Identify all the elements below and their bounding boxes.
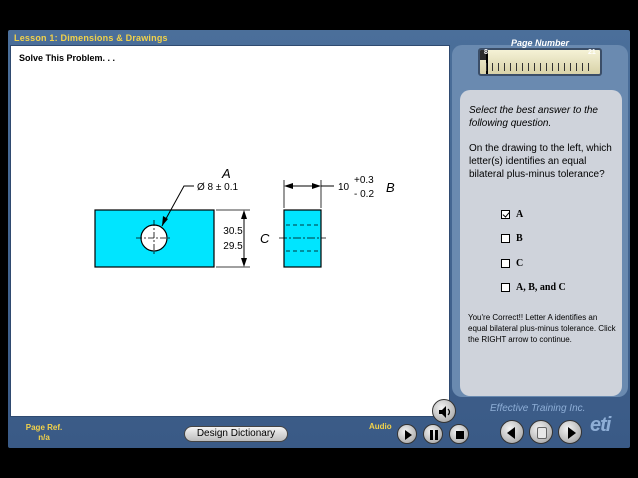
option-all[interactable] <box>501 282 566 293</box>
width-nominal: 10 <box>338 182 350 193</box>
height-arrow-top <box>241 210 247 219</box>
design-dictionary-button[interactable]: Design Dictionary <box>184 426 288 442</box>
audio-play-button[interactable] <box>397 424 417 444</box>
page-ref-value: n/a <box>38 433 50 442</box>
gauge-min-label: 8 <box>484 49 488 56</box>
previous-page-button[interactable] <box>500 420 524 444</box>
arrow-right-icon <box>568 427 576 439</box>
option-c-checkbox[interactable] <box>501 259 510 268</box>
menu-button[interactable] <box>529 420 553 444</box>
width-tol-minus: - 0.2 <box>354 189 375 200</box>
audio-pause-button[interactable] <box>423 424 443 444</box>
next-page-button[interactable] <box>558 420 582 444</box>
page-ref-label: Page Ref. <box>25 423 63 432</box>
arrow-left-icon <box>507 427 515 439</box>
option-all-checkbox[interactable] <box>501 283 510 292</box>
question-box <box>460 90 622 396</box>
problem-heading: Solve This Problem. . . <box>19 53 116 63</box>
width-arrow-right <box>312 183 321 189</box>
menu-icon <box>537 427 547 439</box>
eti-logo: eti <box>590 414 611 436</box>
height-upper-limit: 30.5 <box>223 226 243 237</box>
question-prompt: Select the best answer to the following question. <box>469 105 598 129</box>
audio-label: Audio <box>369 422 392 431</box>
volume-button[interactable] <box>432 399 456 423</box>
lesson-title: Lesson 1: Dimensions & Drawings <box>14 33 168 43</box>
height-arrow-bottom <box>241 258 247 267</box>
width-tol-plus: +0.3 <box>354 175 374 186</box>
option-c[interactable] <box>501 258 523 269</box>
play-icon <box>405 430 412 440</box>
option-b-checkbox[interactable] <box>501 234 510 243</box>
option-all-label: A, B, and C <box>516 282 566 293</box>
option-a-label: A <box>516 209 524 220</box>
label-c: C <box>260 231 270 246</box>
question-text: On the drawing to the left, which letter(s) identifies an equal bilateral plus-minus tolerance? <box>469 143 612 180</box>
height-lower-limit: 29.5 <box>223 241 243 252</box>
label-a: A <box>222 166 231 181</box>
page-number-label: Page Number <box>510 38 570 48</box>
speaker-icon <box>433 400 457 424</box>
gauge-ticks <box>486 63 594 71</box>
pause-icon <box>430 430 438 440</box>
stop-icon <box>456 431 464 439</box>
page-progress-gauge <box>478 48 602 76</box>
audio-stop-button[interactable] <box>449 424 469 444</box>
width-arrow-left <box>284 183 293 189</box>
side-view-block <box>284 210 321 267</box>
page-ref <box>24 423 64 443</box>
feedback-text: You're Correct!! Letter A identifies an equal bilateral plus-minus tolerance. Click the RIGHT arrow to continue. <box>468 313 616 344</box>
hole-callout: Ø 8 ± 0.1 <box>197 182 239 193</box>
option-b[interactable] <box>501 233 523 244</box>
gauge-max-label: 21 <box>588 49 596 56</box>
option-a[interactable] <box>501 209 523 220</box>
option-b-label: B <box>516 233 523 244</box>
label-b: B <box>386 180 395 195</box>
option-c-label: C <box>516 258 524 269</box>
option-a-checkbox[interactable] <box>501 210 510 219</box>
brand-text: Effective Training Inc. <box>490 403 586 414</box>
